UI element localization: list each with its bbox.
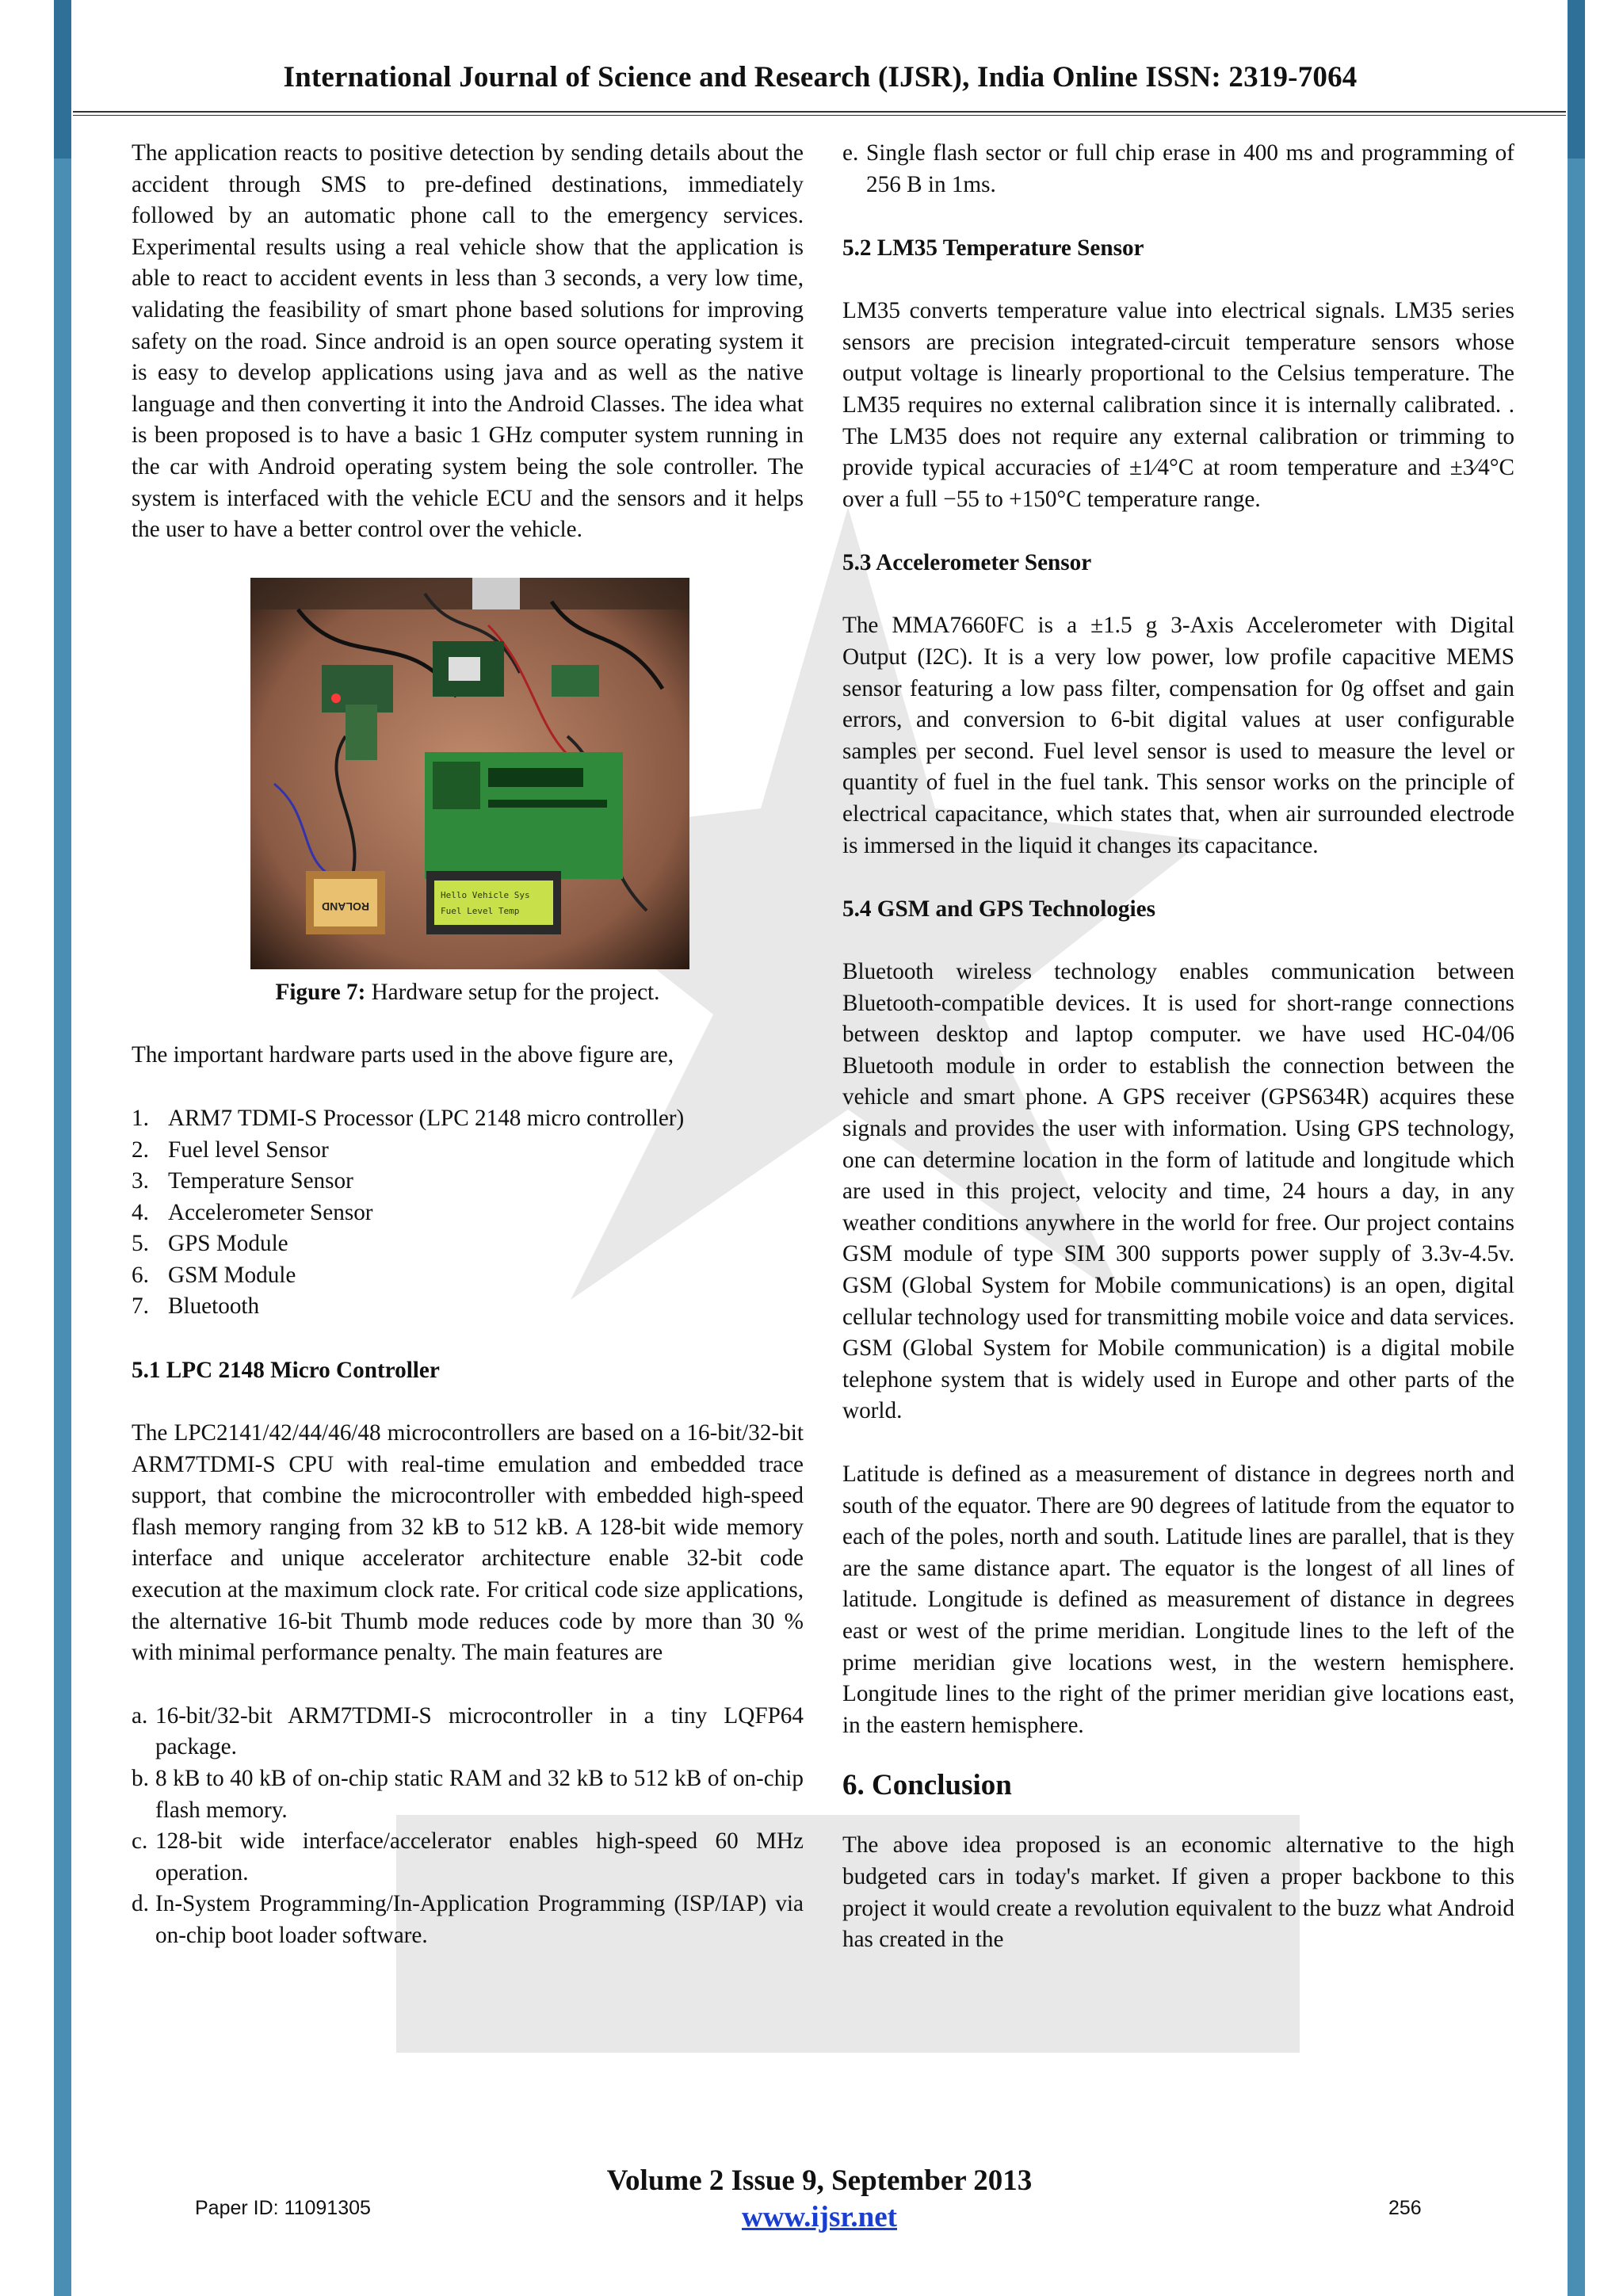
- section-5-3-paragraph: The MMA7660FC is a ±1.5 g 3-Axis Accelerometer with Digital Output (I2C). It is a very low power, low profile capacitive MEMS sensor featuring a low pass filter, compensation for 0g offset and gain errors, and conversion to 6-bit digital values at user configurable samples per second. Fuel level sensor is used to measure the level or quantity of fuel in the fuel tank. This sensor works on the principle of electrical capacitance, which states that, when air surrounded electrode is immersed in the liquid it changes its capacitance.: [842, 613, 1514, 858]
- lpc2148-features-list: [132, 1701, 804, 1952]
- conclusion-paragraph: The above idea proposed is an economic alternative to the high budgeted cars in today's market. If given a proper backbone to this project it would create a revolution equivalent to the buzz what Android has created in the: [842, 1832, 1514, 1953]
- section-5-4-paragraph-1: Bluetooth wireless technology enables communication between Bluetooth-compatible devices. It is used for short-range connections between desktop and laptop computer. we have used HC-04/06 Bluetooth module in order to establish the connection between the vehicle and smart phone. A GPS receiver (GPS634R) acquires these signals and provides the user with information. Using GPS technology, one can determine location in the form of latitude and longitude which are used in this project, velocity and time, 24 hours a day, in any weather conditions anywhere in the world for free. Our project contains GSM module of type SIM 300 supports power supply of 3.3v-4.5v. GSM (Global System for Mobile communications) is an open, digital cellular technology used for transmitting mobile voice and data services. GSM (Global System for Mobile communication) is a digital mobile telephone system that is widely used in Europe and other parts of the world.: [842, 959, 1514, 1424]
- lcd-line-1: Hello Vehicle Sys: [441, 889, 530, 900]
- header-rule: [73, 111, 1566, 113]
- section-6-heading: 6. Conclusion: [842, 1769, 1012, 1802]
- list-item: 6. GSM Module: [132, 1262, 296, 1288]
- list-item: 5. GPS Module: [132, 1231, 288, 1257]
- journal-header: International Journal of Science and Research (IJSR), India Online ISSN: 2319-7064: [283, 61, 1358, 94]
- list-item: c. 128-bit wide interface/accelerator enables high-speed 60 MHz operation.: [132, 1828, 804, 1885]
- list-item: b. 8 kB to 40 kB of on-chip static RAM and 32 kB to 512 kB of on-chip flash memory.: [132, 1766, 804, 1823]
- section-5-2-heading: 5.2 LM35 Temperature Sensor: [842, 235, 1144, 262]
- hardware-setup-photo: [250, 578, 689, 969]
- figure-caption-label: Figure 7:: [275, 979, 366, 1005]
- list-item: 7. Bluetooth: [132, 1293, 260, 1320]
- right-margin-bar: [1568, 0, 1585, 2296]
- list-item: 1. ARM7 TDMI-S Processor (LPC 2148 micro controller): [132, 1105, 685, 1131]
- left-column: [132, 138, 804, 1952]
- section-5-4-heading: 5.4 GSM and GPS Technologies: [842, 896, 1155, 923]
- figure-caption-text: Hardware setup for the project.: [365, 979, 660, 1005]
- header-rule-thin: [73, 115, 1566, 116]
- left-margin-bar: [54, 0, 71, 2296]
- list-item: a. 16-bit/32-bit ARM7TDMI-S microcontroller in a tiny LQFP64 package.: [132, 1702, 804, 1760]
- footer-website-link[interactable]: www.ijsr.net: [742, 2201, 897, 2233]
- section-5-3-heading: 5.3 Accelerometer Sensor: [842, 550, 1092, 576]
- transformer-label: ROLAND: [322, 900, 369, 913]
- list-item: 2. Fuel level Sensor: [132, 1137, 329, 1163]
- hardware-parts-list: [132, 1103, 804, 1323]
- feature-e: e. Single flash sector or full chip erase in 400 ms and programming of 256 B in 1ms.: [842, 140, 1514, 197]
- intro-paragraph: The application reacts to positive detection by sending details about the accident through SMS to pre-defined destinations, immediately followed by an automatic phone call to the emergency services. Experimental results using a real vehicle show that the application is able to react to accident events in less than 3 seconds, a very low time, validating the feasibility of smart phone based solutions for improving safety on the road. Since android is an open source operating system it is easy to develop applications using java and as well as the native language and then converting it into the Android Classes. The idea what is been proposed is to have a basic 1 GHz computer system running in the car with Android operating system being the sole controller. The system is interfaced with the vehicle ECU and the sensors and it helps the user to have a better control over the vehicle.: [132, 140, 804, 543]
- section-5-2-paragraph: LM35 converts temperature value into electrical signals. LM35 series sensors are precision integrated-circuit temperature sensors whose output voltage is linearly proportional to the Celsius temperature. The LM35 requires no external calibration since it is internally calibrated. . The LM35 does not require any external calibration or trimming to provide typical accuracies of ±1⁄4°C at room temperature and ±3⁄4°C over a full −55 to +150°C temperature range.: [842, 298, 1514, 512]
- footer-page-number: 256: [1388, 2197, 1422, 2219]
- footer-volume: Volume 2 Issue 9, September 2013: [606, 2164, 1033, 2197]
- list-item: d. In-System Programming/In-Application Programming (ISP/IAP) via on-chip boot loader software.: [132, 1891, 804, 1948]
- figure-caption: [132, 977, 804, 1009]
- list-item: 4. Accelerometer Sensor: [132, 1199, 373, 1225]
- section-5-1-paragraph: The LPC2141/42/44/46/48 microcontrollers are based on a 16-bit/32-bit ARM7TDMI-S CPU with real-time emulation and embedded trace support, that combine the microcontroller with embedded high-speed flash memory ranging from 32 kB to 512 kB. A 128-bit wide memory interface and unique accelerator architecture enable 32-bit code execution at the maximum clock rate. For critical code size applications, the alternative 16-bit Thumb mode reduces code by more than 30 % with minimal performance penalty. The main features are: [132, 1420, 804, 1666]
- parts-intro: The important hardware parts used in the above figure are,: [132, 1042, 674, 1068]
- right-column: [842, 138, 1514, 1956]
- section-5-1-heading: 5.1 LPC 2148 Micro Controller: [132, 1358, 440, 1384]
- footer-paper-id: Paper ID: 11091305: [195, 2197, 371, 2219]
- list-item: 3. Temperature Sensor: [132, 1168, 353, 1194]
- section-5-4-paragraph-2: Latitude is defined as a measurement of distance in degrees north and south of the equator. There are 90 degrees of latitude from the equator to each of the poles, north and south. Latitude lines are parallel, that is they are the same distance apart. The equator is the longest of all lines of latitude. Longitude is defined as measurement of distance in degrees east or west of the prime meridian. Longitude lines to the left of the prime meridian give locations west, in the western hemisphere. Longitude lines to the right of the primer meridian give locations east, in the eastern hemisphere.: [842, 1461, 1514, 1738]
- lcd-line-2: Fuel Level Temp: [441, 905, 520, 916]
